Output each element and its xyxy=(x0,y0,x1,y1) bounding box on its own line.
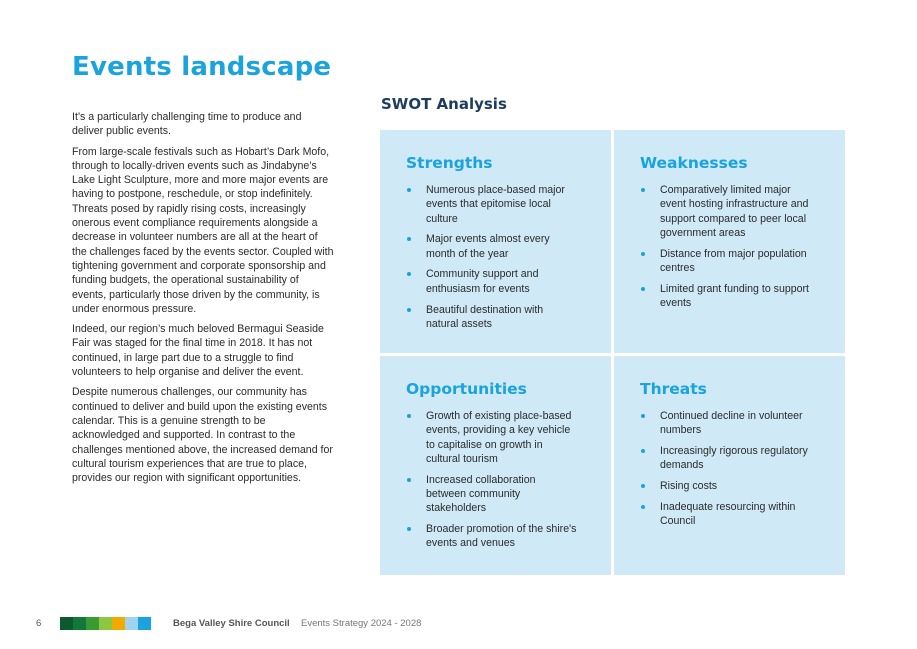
list-item: Continued decline in volunteer numbers xyxy=(640,409,812,438)
threats-list xyxy=(640,409,825,529)
swot-grid xyxy=(380,130,845,575)
swot-threats xyxy=(614,356,845,575)
intro-paragraph: It’s a particularly challenging time to produce and deliver public events. xyxy=(72,111,302,138)
strengths-list xyxy=(406,183,591,331)
color-swatch xyxy=(138,617,151,630)
list-item: Major events almost every month of the year xyxy=(406,232,578,261)
list-item: Comparatively limited major event hosting infrastructure and support compared to peer local government areas xyxy=(640,183,812,240)
color-swatch xyxy=(112,617,125,630)
page-title: Events landscape xyxy=(72,52,332,82)
color-swatch xyxy=(60,617,73,630)
intro-paragraph: Indeed, our region’s much beloved Bermagui Seaside Fair was staged for the final time in 2018. It has not continued, in large part due to a struggle to find volunteers to help organise and deliver the event. xyxy=(72,323,324,379)
page-number: 6 xyxy=(36,618,42,629)
strengths-heading: Strengths xyxy=(406,154,493,172)
list-item: Numerous place-based major events that epitomise local culture xyxy=(406,183,578,226)
list-item: Rising costs xyxy=(640,479,812,493)
opportunities-heading: Opportunities xyxy=(406,380,527,398)
swot-strengths xyxy=(380,130,611,353)
list-item: Increasingly rigorous regulatory demands xyxy=(640,444,812,473)
brand-color-bar xyxy=(60,617,151,630)
intro-paragraph: From large-scale festivals such as Hobart’s Dark Mofo, through to locally-driven events such as Jindabyne’s Lake Light Sculpture, more and more major events are having to postpone, reschedule, or stop indefinitely. Threats posed by rapidly rising costs, increasingly onerous event compliance requirements alongside a decrease in volunteer numbers are all at the heart of the challenges faced by the events sector. Coupled with tightening government and corporate sponsorship and funding budgets, the operational sustainability of events, particularly those driven by the community, is under enormous pressure. xyxy=(72,145,334,315)
color-swatch xyxy=(86,617,99,630)
color-swatch xyxy=(125,617,138,630)
list-item: Inadequate resourcing within Council xyxy=(640,500,812,529)
list-item: Beautiful destination with natural assets xyxy=(406,303,578,332)
opportunities-list xyxy=(406,409,591,551)
swot-weaknesses xyxy=(614,130,845,353)
swot-title: SWOT Analysis xyxy=(381,95,507,113)
list-item: Distance from major population centres xyxy=(640,247,812,276)
page-footer xyxy=(0,616,917,634)
list-item: Growth of existing place-based events, providing a key vehicle to capitalise on growth in cultural tourism xyxy=(406,409,578,466)
color-swatch xyxy=(99,617,112,630)
organisation-name: Bega Valley Shire Council xyxy=(173,618,290,629)
list-item: Increased collaboration between community stakeholders xyxy=(406,473,578,516)
intro-text xyxy=(72,110,334,491)
intro-paragraph: Despite numerous challenges, our community has continued to deliver and build upon the existing events calendar. This is a genuine strength to be acknowledged and supported. In contrast to the challenges mentioned above, the increased demand for cultural tourism experiences that are true to place, provides our region with significant opportunities. xyxy=(72,386,333,485)
weaknesses-heading: Weaknesses xyxy=(640,154,748,172)
threats-heading: Threats xyxy=(640,380,707,398)
color-swatch xyxy=(73,617,86,630)
document-name: Events Strategy 2024 - 2028 xyxy=(301,618,422,629)
list-item: Limited grant funding to support events xyxy=(640,282,812,311)
swot-opportunities xyxy=(380,356,611,575)
list-item: Broader promotion of the shire's events and venues xyxy=(406,522,578,551)
list-item: Community support and enthusiasm for events xyxy=(406,267,578,296)
weaknesses-list xyxy=(640,183,825,310)
